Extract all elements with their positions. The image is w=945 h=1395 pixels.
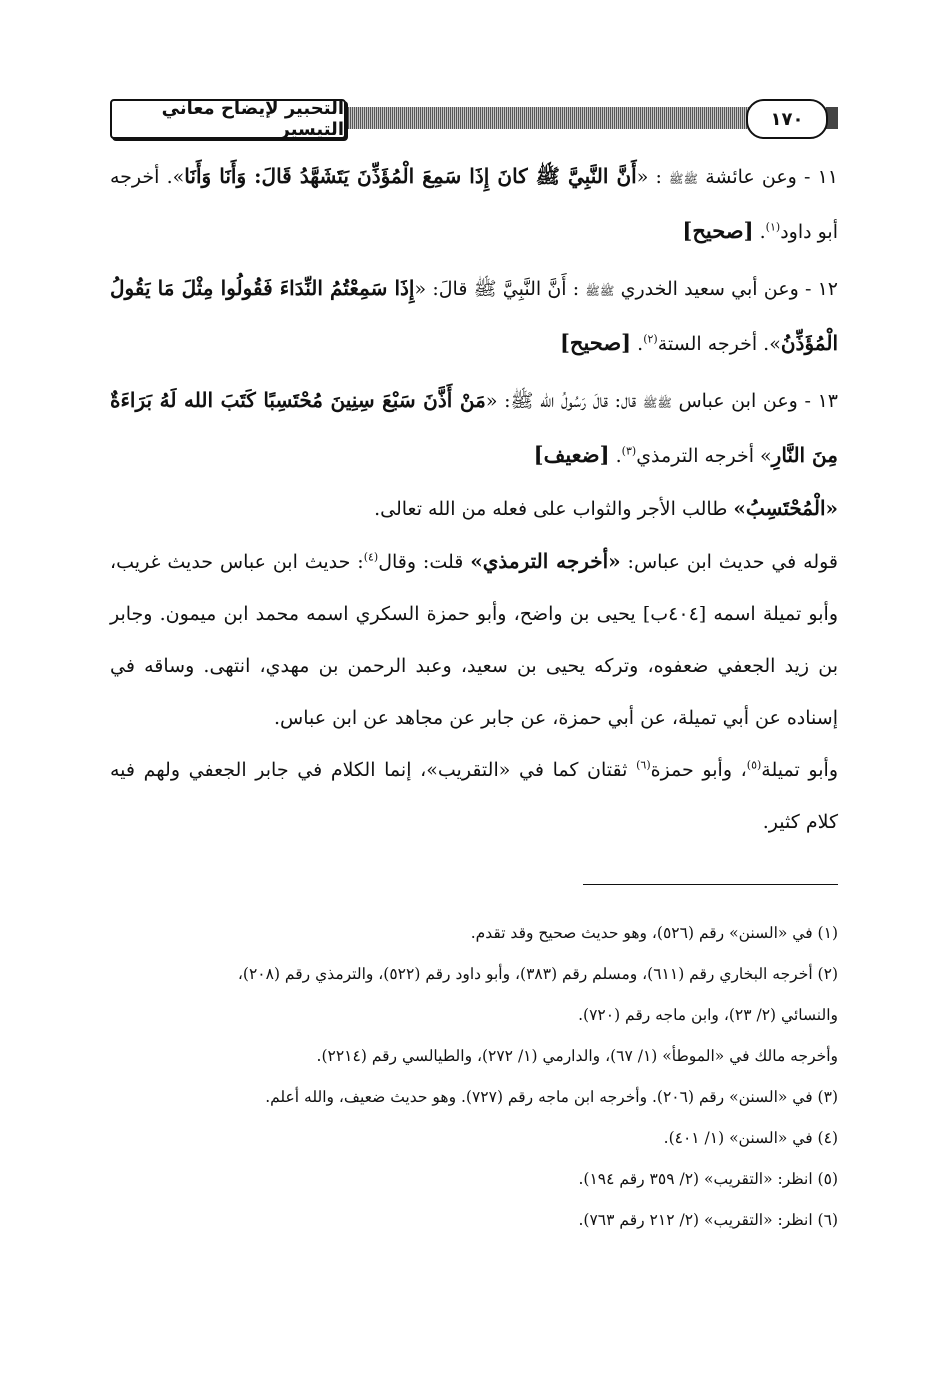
commentary-paragraph-1 xyxy=(110,535,838,744)
footnote-ref-4[interactable]: (٤) xyxy=(363,550,379,564)
footnote-6: (٦) انظر: «التقريب» (٢/ ٢١٢ رقم ٧٦٣). xyxy=(578,1211,838,1229)
hadith-13-intro: ١٣ - وعن ابن عباس xyxy=(678,390,838,412)
hadith-12-intro: ١٢ - وعن أبي سعيد الخدري xyxy=(620,278,838,300)
hadith-13-source: أخرجه الترمذي xyxy=(636,445,754,467)
hadith-12-source: أخرجه الستة xyxy=(657,333,758,355)
commentary-2-c: ثقتان كما في «التقريب»، إنما الكلام في جابر الجعفي ولهم فيه كلام كثير. xyxy=(110,759,838,833)
footnote-separator xyxy=(583,884,838,885)
commentary-1-a: قوله في حديث ابن عباس: xyxy=(620,551,839,573)
footnote-2-continued: والنسائي (٢/ ٢٣)، وابن ماجه رقم (٧٢٠). xyxy=(578,1006,838,1024)
hadith-12-mid: : أَنَّ النَّبِيَّ ﷺ قالَ: « xyxy=(414,278,586,300)
hadith-11-text: أَنَّ النَّبِيَّ ﷺ كانَ إِذَا سَمِعَ الْمُؤَذِّنَ يَتَشَهَّدُ قَالَ: وَأَنَا وَأَنَا xyxy=(184,164,637,188)
footnote-ref-2[interactable]: (٢) xyxy=(643,332,658,346)
hadith-13-text: مَنْ أَذَّنَ سَبْعَ سِنِينَ مُحْتَسِبًا كَتَبَ الله لَهُ بَرَاءَةٌ مِنَ النَّارِ xyxy=(110,388,838,467)
footnote-ref-1[interactable]: (١) xyxy=(765,220,781,234)
footnote-4: (٤) في «السنن» (١/ ٤٠١). xyxy=(663,1129,838,1147)
main-text xyxy=(110,150,838,848)
footnote-3: (٣) في «السنن» رقم (٢٠٦). وأخرجه ابن ماجه رقم (٧٢٧). وهو حديث ضعيف، والله أعلم. xyxy=(265,1088,838,1106)
hadith-11 xyxy=(110,150,838,258)
footnote-2-extra: وأخرجه مالك في «الموطأ» (١/ ٦٧)، والدارمي (١/ ٢٧٢)، والطيالسي رقم (٢٢١٤). xyxy=(316,1047,838,1065)
hadith-12 xyxy=(110,262,838,370)
commentary-2-b: ، وأبو حمزة xyxy=(650,759,747,781)
book-title: التحبير لإيضاح معاني التيسير xyxy=(110,99,346,139)
hadith-11-intro: ١١ - وعن عائشة xyxy=(705,166,838,188)
footnote-ref-5[interactable]: (٥) xyxy=(746,758,762,772)
hadith-12-text: إِذَا سَمِعْتُمُ النِّدَاءَ فَقُولُوا مِثْلَ مَا يَقُولُ الْمُؤَذِّنُ xyxy=(110,276,838,355)
page-number: ١٧٠ xyxy=(746,99,828,139)
commentary-2-a: وأبو تميلة xyxy=(761,759,838,781)
hadith-11-colon: : « xyxy=(636,166,670,188)
hadith-12-close: ». xyxy=(757,333,781,355)
ruling-sahih: [صحيح] xyxy=(682,218,754,243)
running-header xyxy=(110,97,838,141)
hadith-11-after: . xyxy=(753,221,766,243)
hadith-12-after: . xyxy=(631,333,644,355)
hadith-11-close: ». xyxy=(166,166,185,188)
ruling-sahih: [صحيح] xyxy=(559,330,632,355)
hadith-13-close: » xyxy=(753,445,772,467)
gloss-term: «الْمُحْتَسِبُ» xyxy=(733,496,838,520)
commentary-1-c: قلت: وقال xyxy=(378,551,471,573)
footnotes xyxy=(110,913,838,1241)
gloss-paragraph xyxy=(110,482,838,535)
hadith-13-after: . xyxy=(609,445,622,467)
footnote-2: (٢) أخرجه البخاري رقم (٦١١)، ومسلم رقم (٣٨٣)، وأبو داود رقم (٥٢٢)، والترمذي رقم (٢٠٨)، xyxy=(237,965,838,983)
hadith-11-source: أخرجه أبو داود xyxy=(110,166,838,243)
honorific-glyph: ﷺﷺ xyxy=(669,172,699,186)
commentary-1-d: : حديث ابن عباس حديث غريب، وأبو تميلة اسمه [٤٠٤ب] يحيى بن واضح، وأبو حمزة السكري اسمه محمد ابن ميمون. وجابر بن زيد الجعفي ضعفوه، وتركه يحيى بن سعيد، وعبد الرحمن بن مهدي، انتهى. وساقه في إسناده عن أبي تميلة، عن أبي حمزة، عن جابر عن مجاهد عن ابن عباس. xyxy=(110,551,838,729)
footnote-5: (٥) انظر: «التقريب» (٢/ ٣٥٩ رقم ١٩٤). xyxy=(578,1170,838,1188)
commentary-1-quote: «أخرجه الترمذي» xyxy=(470,549,621,573)
footnote-1: (١) في «السنن» رقم (٥٢٦)، وهو حديث صحيح وقد تقدم. xyxy=(470,924,838,942)
footnote-ref-6[interactable]: (٦) xyxy=(636,758,651,772)
honorific-glyph: ﷺﷺ xyxy=(585,284,615,298)
hadith-13-mid: قال: قالَ رَسُولُ الله ﷺ: « xyxy=(485,390,643,412)
hadith-13 xyxy=(110,374,838,482)
honorific-glyph: ﷺﷺ xyxy=(642,396,672,410)
commentary-paragraph-2 xyxy=(110,744,838,848)
footnote-ref-3[interactable]: (٣) xyxy=(621,444,637,458)
ruling-daif: [ضعيف] xyxy=(533,442,610,467)
gloss-text: طالب الأجر والثواب على فعله من الله تعالى. xyxy=(374,498,734,520)
